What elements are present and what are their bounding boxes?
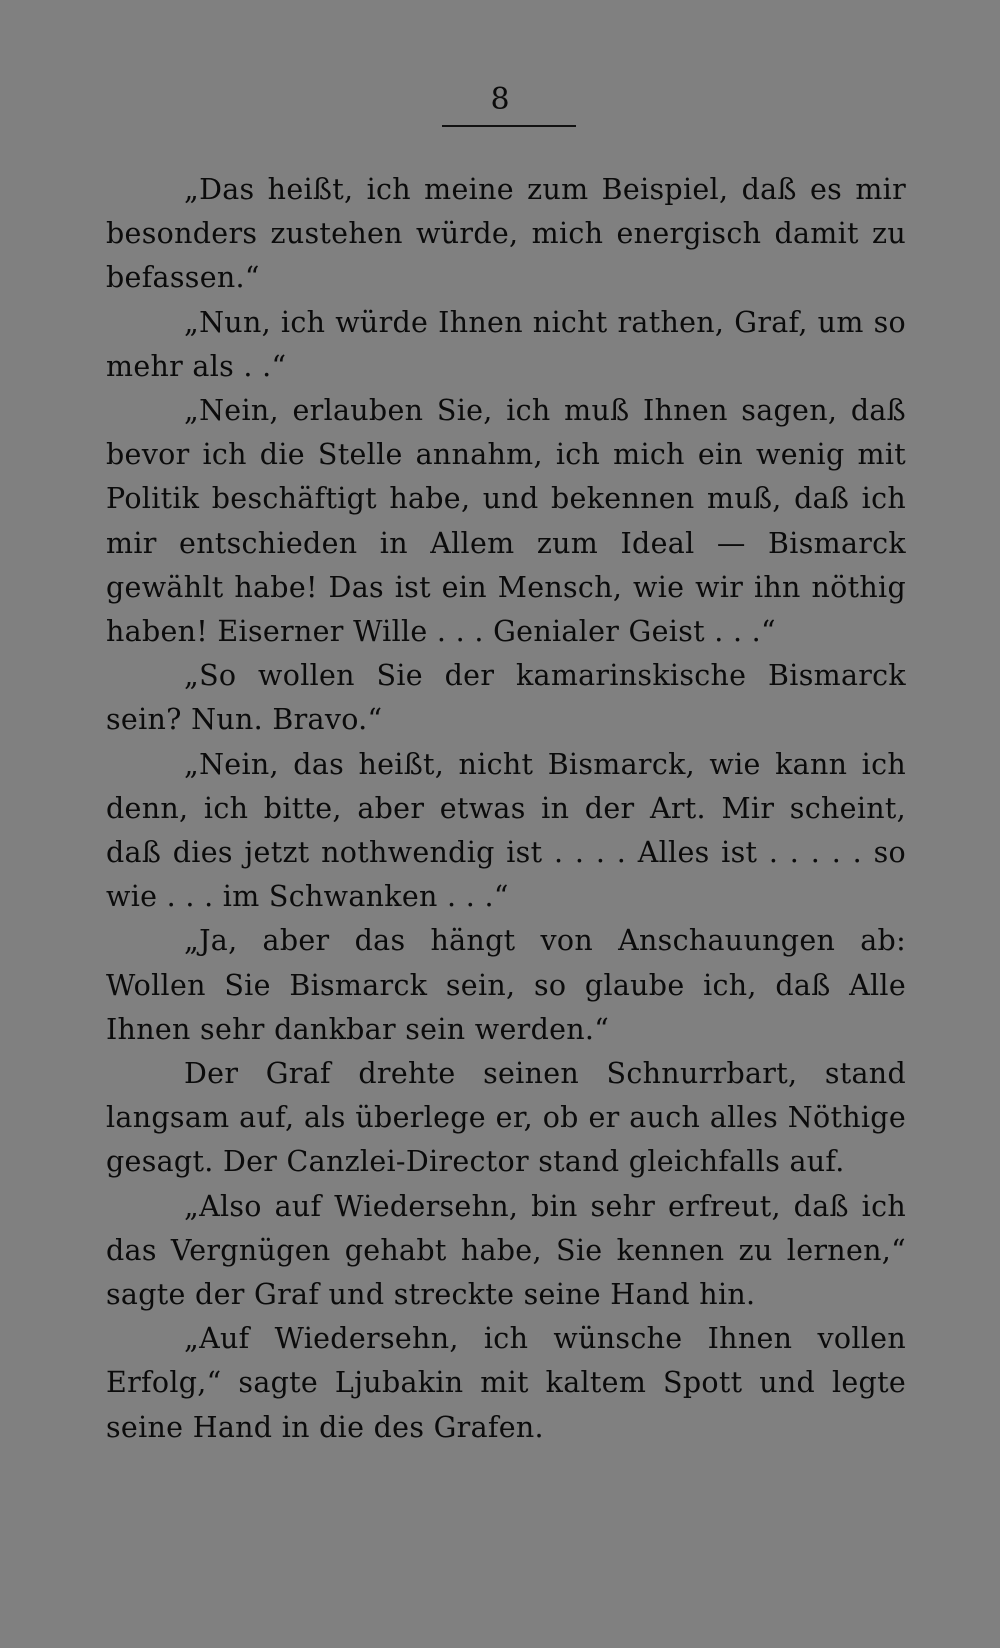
paragraph: Der Graf drehte seinen Schnurrbart, stand langsam auf, als überlege er, ob er auch alles Nöthige gesagt. Der Canzlei-Director stand gleichfalls auf. (106, 1057, 906, 1179)
page-number: 8 (490, 82, 510, 117)
paragraph: „So wollen Sie der kamarinskische Bismarck sein? Nun. Bravo.“ (106, 659, 906, 737)
body-text (106, 168, 906, 1450)
paragraph: „Nein, das heißt, nicht Bismarck, wie kann ich denn, ich bitte, aber etwas in der Art. Mir scheint, daß dies jetzt nothwendig ist . . . . Alles ist . . . . . so wie . . . im Schwanken . . .“ (106, 747, 906, 914)
paragraph: „Nein, erlauben Sie, ich muß Ihnen sagen, daß bevor ich die Stelle annahm, ich mich ein wenig mit Politik beschäftigt habe, und bekennen muß, daß ich mir entschieden in Allem zum Ideal — Bismarck gewählt habe! Das ist ein Mensch, wie wir ihn nöthig haben! Eiserner Wille . . . Genialer Geist . . .“ (106, 394, 906, 649)
header-rule (442, 125, 576, 127)
paragraph: „Nun, ich würde Ihnen nicht rathen, Graf, um so mehr als . .“ (106, 305, 906, 383)
paragraph: „Also auf Wiedersehn, bin sehr erfreut, daß ich das Vergnügen gehabt habe, Sie kennen zu lernen,“ sagte der Graf und streckte seine Hand hin. (106, 1189, 906, 1312)
paragraph: „Ja, aber das hängt von Anschauungen ab: Wollen Sie Bismarck sein, so glaube ich, daß Alle Ihnen sehr dankbar sein werden.“ (106, 924, 906, 1046)
paragraph: „Das heißt, ich meine zum Beispiel, daß es mir besonders zustehen würde, mich energisch damit zu befassen.“ (106, 173, 906, 295)
paragraph: „Auf Wiedersehn, ich wünsche Ihnen vollen Erfolg,“ sagte Ljubakin mit kaltem Spott und legte seine Hand in die des Grafen. (106, 1322, 906, 1444)
